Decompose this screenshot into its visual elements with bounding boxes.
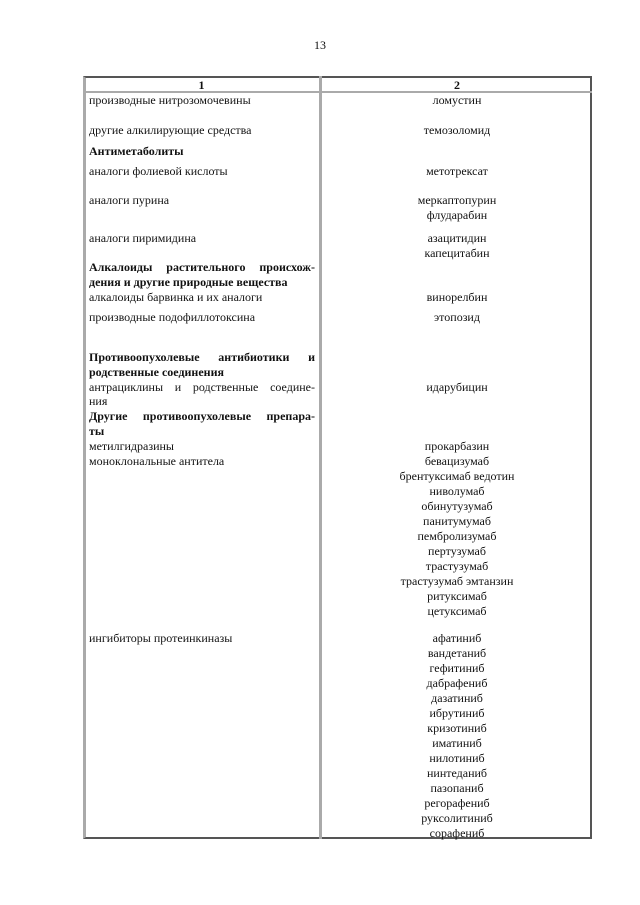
drug-name: сорафениб xyxy=(429,826,485,840)
drug-name: панитумумаб xyxy=(423,514,491,528)
drug-list xyxy=(322,454,592,619)
drug-name: пазопаниб xyxy=(430,781,484,795)
drug-name: ибрутиниб xyxy=(429,706,485,720)
drug-name: ниволумаб xyxy=(429,484,485,498)
drug-name: флударабин xyxy=(426,208,488,222)
category-label: другие алкилирующие средства xyxy=(89,123,252,137)
drug-name: иматиниб xyxy=(432,736,482,750)
category-label: аналоги фолиевой кислоты xyxy=(89,164,228,178)
drug-name: темозоломид xyxy=(423,123,491,137)
section-heading: ты xyxy=(89,424,105,438)
drug-name: брентуксимаб ведотин xyxy=(399,469,515,483)
drug-name: метотрексат xyxy=(426,164,488,178)
category-label: моноклональные антитела xyxy=(89,454,225,468)
section-heading: Противоопухолевые антибиотики и xyxy=(89,350,315,364)
drug-name: пембролизумаб xyxy=(417,529,497,543)
drug-name: регорафениб xyxy=(424,796,490,810)
category-label: ингибиторы протеинкиназы xyxy=(89,631,233,645)
category-label: аналоги пурина xyxy=(89,193,170,207)
drug-name: ритуксимаб xyxy=(427,589,487,603)
section-heading: Другие противоопухолевые препара- xyxy=(89,409,315,423)
drug-name: кризотиниб xyxy=(427,721,487,735)
category-label: производные подофиллотоксина xyxy=(89,310,256,324)
drug-list xyxy=(322,631,592,841)
drug-name: дазатиниб xyxy=(431,691,483,705)
header-col-2: 2 xyxy=(454,78,460,92)
section-heading: Алкалоиды растительного происхож- xyxy=(89,260,315,274)
drug-name: цетуксимаб xyxy=(427,604,487,618)
drug-name: трастузумаб эмтанзин xyxy=(400,574,514,588)
drug-name: обинутузумаб xyxy=(421,499,493,513)
category-label: алкалоиды барвинка и их аналоги xyxy=(89,290,263,304)
category-label: производные нитрозомочевины xyxy=(89,93,251,107)
drug-name: афатиниб xyxy=(432,631,482,645)
category-label: аналоги пиримидина xyxy=(89,231,197,245)
drug-name: меркаптопурин xyxy=(417,193,497,207)
section-heading: Антиметаболиты xyxy=(89,144,184,158)
drug-name: вандетаниб xyxy=(427,646,487,660)
drug-name: прокарбазин xyxy=(424,439,490,453)
category-label: антрациклины и родственные соедине- xyxy=(89,380,315,394)
section-heading: дения и другие природные вещества xyxy=(89,275,288,289)
drug-name: азацитидин xyxy=(427,231,487,245)
drug-name: пертузумаб xyxy=(428,544,486,558)
drug-name: бевацизумаб xyxy=(424,454,490,468)
drug-name: руксолитиниб xyxy=(421,811,493,825)
drug-name: винорелбин xyxy=(426,290,488,304)
drug-name: идарубицин xyxy=(426,380,488,394)
category-label: ния xyxy=(89,394,108,408)
drug-name: трастузумаб xyxy=(425,559,489,573)
drug-name: нилотиниб xyxy=(429,751,485,765)
drug-name: капецитабин xyxy=(424,246,490,260)
header-col-1: 1 xyxy=(198,78,205,92)
drug-name: ломустин xyxy=(432,93,482,107)
category-label: метилгидразины xyxy=(89,439,174,453)
drug-name: дабрафениб xyxy=(426,676,488,690)
section-heading: родственные соединения xyxy=(89,365,224,379)
drug-name: гефитиниб xyxy=(429,661,485,675)
page-number: 13 xyxy=(314,38,326,52)
drug-name: этопозид xyxy=(434,310,480,324)
drug-name: нинтеданиб xyxy=(426,766,488,780)
